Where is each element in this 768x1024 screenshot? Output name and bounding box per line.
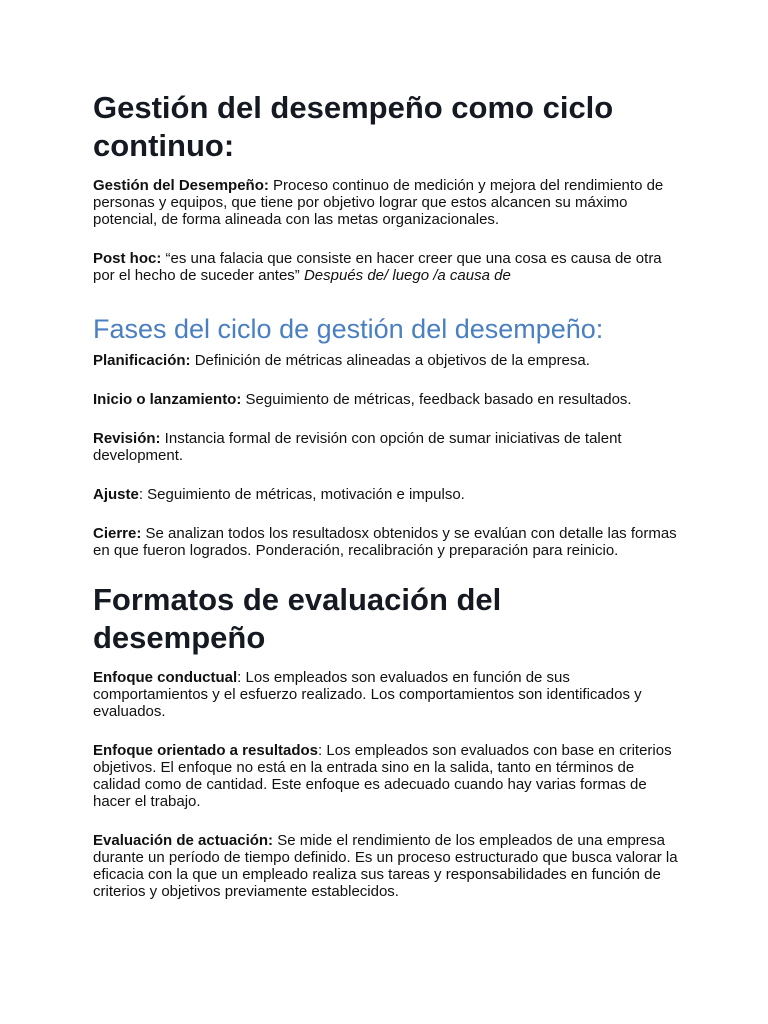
document-body bbox=[93, 89, 678, 922]
term-label: Cierre: bbox=[93, 525, 142, 542]
section-heading-fases: Fases del ciclo de gestión del desempeño: bbox=[93, 314, 604, 344]
phase-item bbox=[93, 430, 678, 464]
phase-item bbox=[93, 486, 678, 503]
term-label: Evaluación de actuación: bbox=[93, 832, 274, 849]
term-definition: Instancia formal de revisión con opción de sumar iniciativas de talent development. bbox=[93, 430, 622, 464]
term-label: Post hoc: bbox=[93, 250, 162, 267]
term-label: Enfoque orientado a resultados bbox=[93, 742, 319, 759]
term-definition: “es una falacia que consiste en hacer creer que una cosa es causa de otra por el hecho de suceder antes” bbox=[93, 250, 662, 284]
term-label: Gestión del Desempeño: bbox=[93, 177, 269, 194]
format-item bbox=[93, 832, 678, 900]
term-label: Ajuste bbox=[93, 486, 139, 503]
term-label: Revisión: bbox=[93, 430, 161, 447]
format-item bbox=[93, 669, 678, 720]
phase-item bbox=[93, 391, 678, 408]
term-label: Inicio o lanzamiento: bbox=[93, 391, 242, 408]
term-definition: : Los empleados son evaluados en función de sus comportamientos y el esfuerzo realizado. Los comportamientos son identificados y evaluados. bbox=[93, 669, 642, 720]
page-title: Gestión del desempeño como ciclo continuo: bbox=[93, 90, 614, 163]
term-definition: : Seguimiento de métricas, motivación e impulso. bbox=[138, 486, 465, 503]
format-item bbox=[93, 742, 678, 810]
term-definition: Definición de métricas alineadas a objetivos de la empresa. bbox=[190, 352, 590, 369]
term-definition: Seguimiento de métricas, feedback basado en resultados. bbox=[241, 391, 632, 408]
term-label: Planificación: bbox=[93, 352, 191, 369]
phase-item bbox=[93, 525, 678, 559]
term-definition: : Los empleados son evaluados con base en criterios objetivos. El enfoque no está en la entrada sino en la salida, tanto en términos de calidad como de cantidad. Este enfoque es adecuado cuando hay varias formas de hacer el trabajo. bbox=[93, 742, 672, 810]
term-definition: Se mide el rendimiento de los empleados de una empresa durante un período de tiempo definido. Es un proceso estructurado que busca valorar la eficacia con la que un empleado realiza sus tareas y responsabilidades en función de criterios y objetivos previamente establecidos. bbox=[93, 832, 678, 900]
term-definition: Proceso continuo de medición y mejora del rendimiento de personas y equipos, que tiene por objetivo lograr que estos alcancen su máximo potencial, de forma alineada con las metas organizacionales. bbox=[93, 177, 664, 228]
paragraph-gestion bbox=[93, 177, 678, 228]
italic-note: Después de/ luego /a causa de bbox=[303, 267, 511, 284]
term-label: Enfoque conductual bbox=[93, 669, 238, 686]
paragraph-post-hoc bbox=[93, 250, 678, 284]
phase-item bbox=[93, 352, 678, 369]
section-heading-formatos: Formatos de evaluación del desempeño bbox=[93, 582, 502, 655]
term-definition: Se analizan todos los resultadosx obtenidos y se evalúan con detalle las formas en que fueron logrados. Ponderación, recalibración y preparación para reinicio. bbox=[93, 525, 677, 559]
